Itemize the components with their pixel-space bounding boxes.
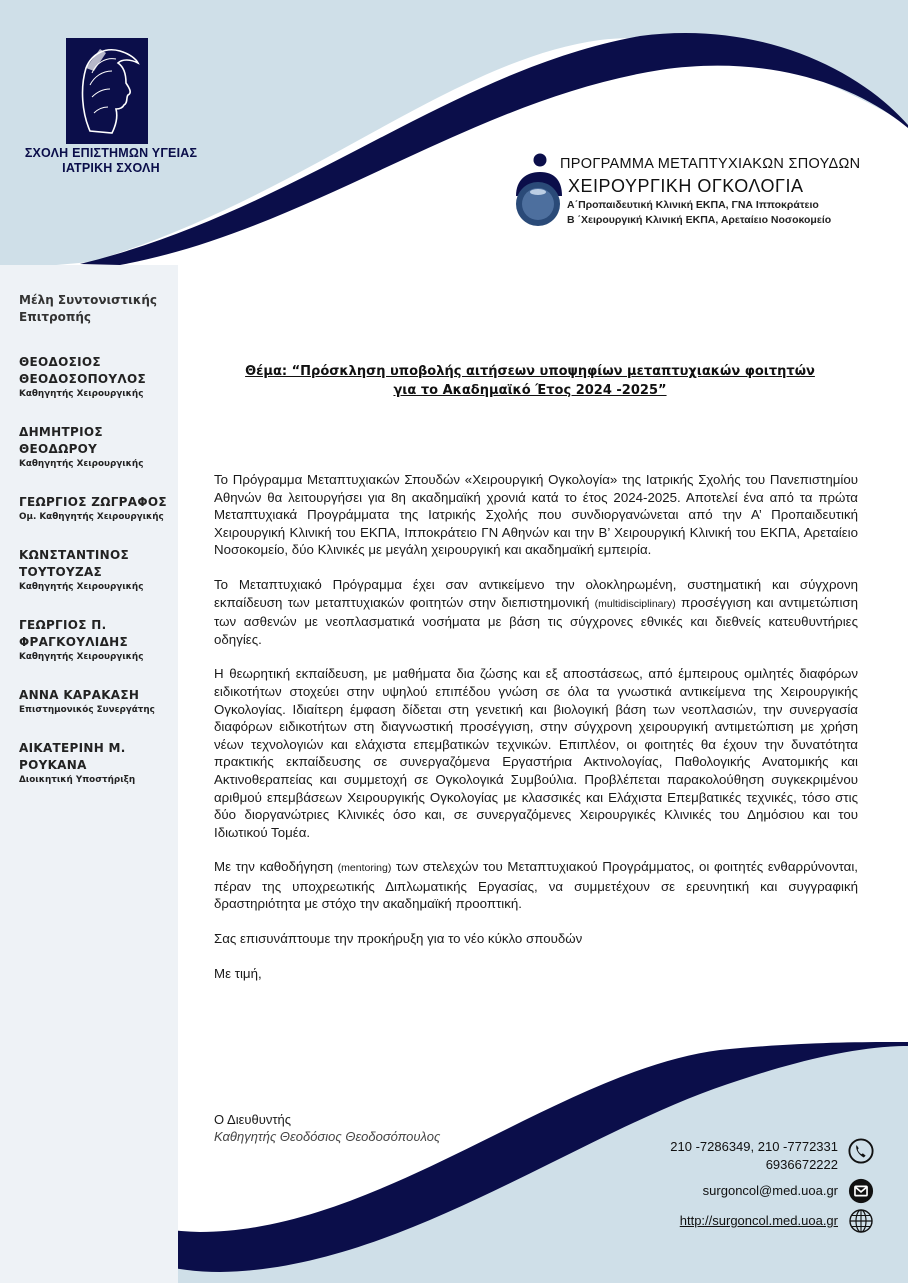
athena-head-icon	[72, 43, 142, 139]
paragraph-objective-a: Το Μεταπτυχιακό Πρόγραμμα έχει σαν αντικείμενο την ολοκληρωμένη, συστηματική και σύγχρονη εκπαίδευση των μεταπτυχιακών φοιτητών στην διεπιστημονική	[214, 576, 858, 610]
phone-line1: 210 -7286349, 210 -7772331	[670, 1139, 838, 1154]
website-link[interactable]: http://surgoncol.med.uoa.gr	[679, 1213, 838, 1228]
program-logo	[510, 150, 861, 235]
paragraph-mentoring-b: των στελεχών του Μεταπτυχιακού Προγράμματος, οι φοιτητές ενθαρρύνονται, πέραν της υποχρεωτικής Διπλωματικής Εργασίας, να συμμετέχουν σε ερευνητική και συγγραφική δραστηριότητα με στόχο την ακαδημαϊκή προοπτική.	[214, 859, 858, 912]
signature-title: Ο Διευθυντής	[214, 1112, 291, 1127]
paragraph-mentoring	[214, 858, 858, 913]
program-clinic-line1: Α΄Προπαιδευτική Κλινική ΕΚΠΑ, ΓΝΑ Ιπποκράτειο	[567, 199, 819, 211]
member-role: Καθηγητής Χειρουργικής	[19, 652, 144, 662]
subject-line1: Θέμα: “Πρόσκληση υποβολής αιτήσεων υποψηφίων μεταπτυχιακών φοιτητών	[245, 364, 815, 379]
subject-line2: για το Ακαδημαϊκό Έτος 2024 -2025”	[393, 383, 667, 398]
globe-icon	[848, 1208, 874, 1234]
university-name	[0, 146, 222, 176]
website-row	[544, 1208, 874, 1234]
paragraph-training: Η θεωρητική εκπαίδευση, με μαθήματα δια ζώσης και εξ αποστάσεως, από έμπειρους ομιλητές διαφόρων ειδικοτήτων στοχεύει στην υψηλού επιπέδου γνώση σε όλα τα γνωστικά αντικείμενα της Χειρουργικής Ογκολογίας. Ιδιαίτερη έμφαση δίδεται στη γενετική και βιολογική βάση των νεοπλασιών, την συνεργασία διαφόρων ειδικοτήτων στη διαγνωστική προσέγγιση, στην σύγχρονη χειρουργική αντιμετώπιση με χρήση νέων τεχνολογιών και ελάχιστα επεμβατικών τεχνικών. Επιπλέον, οι φοιτητές θα έχουν την δυνατότητα πρακτικής εκπαίδευσης σε συνεργαζόμενα Εργαστήρια Ακτινολογίας, Παθολογικής Ανατομικής και Ακτινοθεραπείας και συμμετοχή σε Ογκολογικά Συμβούλια. Προβλέπεται παρακολούθηση συγκεκριμένου αριθμού επεμβάσεων Χειρουργικής Ογκολογίας με κλασσικές και Ελάχιστα Επεμβατικές τεχνικές, τόσο στις δύο διοργανώτριες Κλινικές όσο και, σε συνεργαζόμενες Χειρουργικές Κλινικές του Δημόσιου και του Ιδιωτικού Τομέα.	[214, 666, 858, 840]
program-emblem-icon	[512, 152, 562, 232]
multidisciplinary-note: (multidisciplinary)	[594, 597, 676, 610]
member-role: Καθηγητής Χειρουργικής	[19, 389, 144, 399]
university-logo	[66, 38, 148, 144]
member-role: Καθηγητής Χειρουργικής	[19, 582, 144, 592]
phone-numbers	[670, 1138, 838, 1174]
program-title: ΠΡΟΓΡΑΜΜΑ ΜΕΤΑΠΤΥΧΙΑΚΩΝ ΣΠΟΥΔΩΝ	[560, 156, 861, 172]
email-address[interactable]: surgoncol@med.uoa.gr	[702, 1183, 838, 1198]
phone-line2: 6936672222	[765, 1157, 838, 1172]
member-role: Διοικητική Υποστήριξη	[19, 775, 136, 785]
paragraph-objective-b: προσέγγιση και αντιμετώπιση των ασθενών με νεοπλασματικά νοσήματα με βάση τις σύγχρονες εθνικές και διεθνείς κατευθυντήριες οδηγίες.	[214, 594, 859, 647]
committee-list	[19, 292, 179, 810]
paragraph-objective	[214, 576, 858, 648]
member-name: ΑΝΝΑ ΚΑΡΑΚΑΣΗ	[19, 688, 140, 702]
program-clinic-line2: Β ΄Χειρουργική Κλινική ΕΚΠΑ, Αρεταίειο Νοσοκομείο	[567, 214, 832, 226]
member-name: ΔΗΜΗΤΡΙΟΣ ΘΕΟΔΩΡΟΥ	[19, 425, 103, 456]
mail-icon	[848, 1178, 874, 1204]
committee-member	[19, 424, 179, 471]
member-name: ΓΕΩΡΓΙΟΣ Π. ΦΡΑΓΚΟΥΛΙΔΗΣ	[19, 618, 128, 649]
committee-member	[19, 687, 179, 717]
member-name: ΑΙΚΑΤΕΡΙΝΗ Μ. ΡΟΥΚΑΝΑ	[19, 741, 126, 772]
paragraph-mentoring-a: Με την καθοδήγηση	[214, 859, 338, 875]
phone-row	[544, 1138, 874, 1174]
paragraph-intro: Το Πρόγραμμα Μεταπτυχιακών Σπουδών «Χειρουργική Ογκολογία» της Ιατρικής Σχολής του Πανεπιστημίου Αθηνών θα λειτουργήσει για 8η ακαδημαϊκή χρονιά κατά το έτος 2024-2025. Αποτελεί ένα από τα πρώτα Μεταπτυχιακά Προγράμματα της Ιατρικής Σχολής που συνδιοργανώνεται από την Α’ Προπαιδευτική Χειρουργική Κλινική του ΕΚΠΑ, Ιπποκράτειο ΓΝ Αθηνών και την Β’ Χειρουργική Κλινική του ΕΚΠΑ, Αρεταίειο Νοσοκομείο, δύο Κλινικές με μεγάλη χειρουργική και ακαδημαϊκή εμπειρία.	[214, 472, 858, 558]
signature-name: Καθηγητής Θεοδόσιος Θεοδοσόπουλος	[214, 1129, 441, 1144]
member-name: ΓΕΩΡΓΙΟΣ ΖΩΓΡΑΦΟΣ	[19, 495, 167, 509]
member-name: ΚΩΝΣΤΑΝΤΙΝΟΣ ΤΟΥΤΟΥΖΑΣ	[19, 548, 129, 579]
letter-body	[214, 471, 858, 999]
committee-member	[19, 740, 179, 787]
member-role: Καθηγητής Χειρουργικής	[19, 459, 144, 469]
committee-member	[19, 354, 179, 401]
contact-info	[544, 1138, 874, 1238]
closing-salutation: Με τιμή,	[214, 965, 262, 981]
university-name-line2: ΙΑΤΡΙΚΗ ΣΧΟΛΗ	[62, 161, 160, 175]
committee-member	[19, 494, 179, 524]
member-role: Επιστημονικός Συνεργάτης	[19, 705, 155, 715]
committee-member	[19, 617, 179, 664]
phone-icon	[848, 1138, 874, 1164]
university-name-line1: ΣΧΟΛΗ ΕΠΙΣΤΗΜΩΝ ΥΓΕΙΑΣ	[24, 146, 198, 160]
letter-subject	[210, 362, 850, 400]
committee-heading: Μέλη Συντονιστικής Επιτροπής	[19, 293, 158, 324]
signature-block	[214, 1111, 440, 1145]
paragraph-attachment: Σας επισυνάπτουμε την προκήρυξη για το νέο κύκλο σπουδών	[214, 931, 583, 947]
mentoring-note: (mentoring)	[337, 862, 392, 875]
committee-member	[19, 547, 179, 594]
member-name: ΘΕΟΔΟΣΙΟΣ ΘΕΟΔΟΣΟΠΟΥΛΟΣ	[19, 355, 147, 386]
member-role: Ομ. Καθηγητής Χειρουργικής	[19, 512, 164, 522]
program-subtitle: ΧΕΙΡΟΥΡΓΙΚΗ ΟΓΚΟΛΟΓΙΑ	[568, 176, 804, 196]
email-row	[544, 1178, 874, 1204]
